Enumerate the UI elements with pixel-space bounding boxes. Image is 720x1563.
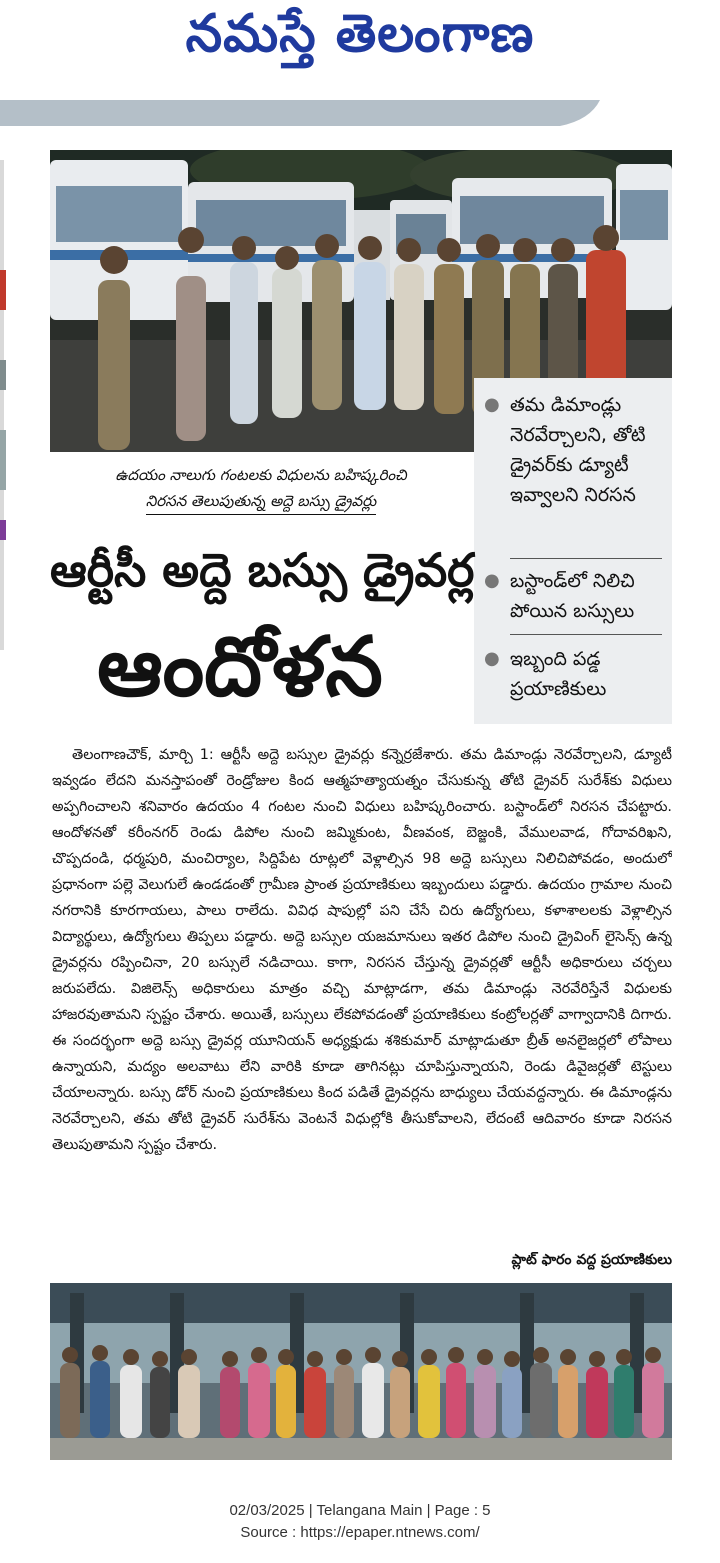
- newspaper-logo: నమస్తే తెలంగాణ: [185, 4, 535, 64]
- passengers-photo: [50, 1283, 672, 1460]
- photo-caption: [54, 462, 468, 515]
- bullet-icon: ●: [484, 570, 500, 591]
- divider: [510, 634, 662, 635]
- bullet-icon: ●: [484, 648, 500, 669]
- page-edge-artifact: [0, 160, 8, 650]
- masthead: [0, 0, 720, 130]
- highlight-text: తమ డిమాండ్లు నెరవేర్చాలని, తోటి డ్రైవర్‌కు డ్యూటీ ఇవ్వాలని నిరసన: [510, 394, 646, 506]
- highlight-item: [484, 566, 664, 626]
- divider: [510, 558, 662, 559]
- headline-line-2: ఆందోళన: [97, 620, 383, 715]
- highlight-text: ఇబ్బంది పడ్డ ప్రయాణికులు: [510, 648, 607, 700]
- masthead-band: [0, 100, 720, 126]
- page-footer: [0, 1500, 720, 1544]
- highlight-text: బస్టాండ్‌లో నిలిచి పోయిన బస్సులు: [510, 570, 635, 622]
- source-link[interactable]: Source : https://epaper.ntnews.com/: [240, 1524, 480, 1541]
- headline-line-1: ఆర్టీసీ అద్దె బస్సు డ్రైవర్ల: [50, 543, 475, 597]
- highlight-item: [484, 644, 664, 704]
- caption-line-2: నిరసన తెలుపుతున్న అద్దె బస్సు డ్రైవర్లు: [146, 488, 376, 515]
- bullet-icon: ●: [484, 394, 500, 415]
- highlight-item: [484, 390, 664, 510]
- edition-info: 02/03/2025 | Telangana Main | Page : 5: [229, 1502, 491, 1519]
- article-body: తెలంగాణచౌక్, మార్చి 1: ఆర్టీసీ అద్దె బస్సుల డ్రైవర్లు కన్నెర్రజేశారు. తమ డిమాండ్లు నెరవేర్చాలని, డ్యూటీ ఇవ్వడం లేదని మనస్తాపంతో రెండ్రోజుల కింద ఆత్మహత్యాయత్నం చేసుకున్న తోటి డ్రైవర్ సురేశ్‌కు విధులు అప్పగించాలని శనివారం ఉదయం 4 గంటల నుంచి విధులు బహిష్కరించారు. బస్టాండ్‌లో నిరసన చేపట్టారు. ఆందోళనతో కరీంనగర్ రెండు డిపోల నుంచి జమ్మికుంట, వీణవంక, బెజ్జంకి, వేములవాడ, గోదావరిఖని, చొప్పదండి, ధర్మపురి, మంచిర్యాల, సిద్దిపేట రూట్లలో వెళ్లాల్సిన 98 అద్దె బస్సులు నిలిచిపోవడం, అందులో ప్రధానంగా పల్లె వెలుగులే ఉండడంతో గ్రామీణ ప్రాంత ప్రయాణికులు ఇబ్బందులు పడ్డారు. ఉదయం గ్రామాల నుంచి నగరానికి కూరగాయలు, పాలు రాలేదు. వివిధ షాపుల్లో పని చేసే చిరు ఉద్యోగులు, కళాశాలలకు వెళ్లాల్సిన విద్యార్థులు, ఉద్యోగులు తిప్పలు పడ్డారు. అద్దె బస్సుల యజమానులు ఇతర డిపోల నుంచి డ్రైవింగ్ లైసెన్స్ ఉన్న డ్రైవర్లను రప్పించినా, 20 బస్సులే నడిచాయి. కాగా, నిరసన చేస్తున్న డ్రైవర్లతో ఆర్టీసీ అధికారులు చర్చలు జరుపలేదు. విజిలెన్స్ అధికారులు మాత్రం వచ్చి మాట్లాడగా, తమ డిమాండ్లు నెరవేరిస్తేనే విధులకు హాజరవుతామని స్పష్టం చేశారు. అయితే, బస్సులు లేకపోవడంతో ప్రయాణికులు కంట్రోలర్లతో వాగ్వాదానికి దిగారు. ఈ సందర్భంగా అద్దె బస్సు డ్రైవర్ల యూనియన్ అధ్యక్షుడు శశికుమార్ మాట్లాడుతూ బ్రీత్ అనలైజర్లలో లోపాలు ఉన్నాయని, మద్యం అలవాటు లేని వారికి కూడా తాగినట్లు చూపిస్తున్నాయని, రెండు డివైజర్లతో టెస్టులు చేయాలన్నారు. బస్సు డోర్ నుంచి ప్రయాణికులు కింద పడితే డ్రైవర్లను బాధ్యులు చేయవద్దన్నారు. ఈ డిమాండ్లను నెరవేర్చాలని, తమ తోటి డ్రైవర్ సురేశ్‌ను వెంటనే విధుల్లోకి తీసుకోవాలని, లేదంటే ఆదివారం కూడా నిరసన తెలుపుతామని స్పష్టం చేశారు.: [52, 747, 672, 1153]
- highlights-box: [474, 378, 672, 724]
- bottom-photo-caption: ప్లాట్ ఫారం వద్ద ప్రయాణికులు: [511, 1252, 672, 1268]
- caption-line-1: ఉదయం నాలుగు గంటలకు విధులను బహిష్కరించి: [115, 466, 407, 484]
